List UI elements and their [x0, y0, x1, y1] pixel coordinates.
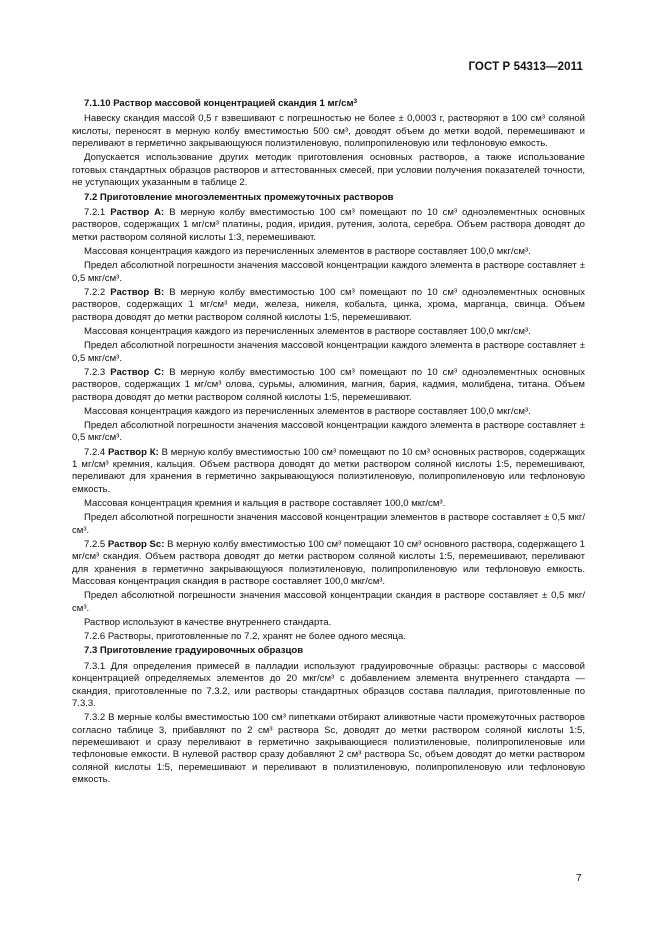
paragraph: 7.2.6 Растворы, приготовленные по 7.2, хранят не более одного месяца. — [84, 631, 406, 642]
paragraph: Предел абсолютной погрешности значения массовой концентрации каждого элемента в растворе составляет ± 0,5 мкг/см³. — [72, 260, 585, 284]
paragraph-solution-sc: 7.2.5 Раствор Sc: В мерную колбу вместимостью 100 см³ помещают 10 см³ основного раствора, содержащего 1 мг/см³ скандия. Объем раствора доводят до метки раствором соляной кислоты 1:5, перемешивают, переливают для хранения в герметично закрывающуюся полиэтиленовую, полипропиленовую или тефлоновую емкость. Массовая концентрация скандия в растворе составляет 100,0 мкг/см³. — [72, 538, 585, 587]
paragraph: Навеску скандия массой 0,5 г взвешивают с погрешностью не более ± 0,0003 г, растворяют в 100 см³ соляной кислоты, переносят в мерную колбу вместимостью 500 см³, доводят объем до метки водой, перемешивают и переливают в герметично закрывающуюся полиэтиленовую, полипропиленовую или тефлоновую емкость. — [72, 113, 585, 150]
paragraph: Предел абсолютной погрешности значения массовой концентрации каждого элемента в растворе составляет ± 0,5 мкг/см³. — [72, 419, 585, 444]
document-header: ГОСТ Р 54313—2011 — [468, 61, 583, 73]
paragraph: 7.3.2 В мерные колбы вместимостью 100 см³ пипетками отбирают аликвотные части промежуточных растворов согласно таблице 3, прибавляют по 2 см³ раствора Sc, доводят до метки раствором соляной кислоты 1:5, перемешивают и сразу переливают в герметично закрывающиеся полиэтиленовые, полипропиленовые или тефлоновые емкости. В нулевой раствор сразу добавляют 2 см³ раствора Sc, объем доводят до метки раствором соляной кислоты 1:5, перемешивают и переливают в полиэтиленовую, полипропиленовую или тефлоновую емкость. — [72, 712, 585, 786]
paragraph: Допускается использование других методик приготовления основных растворов, а также использование готовых стандартных образцов растворов и аттестованных смесей, при условии получения показателей точности, не уступающих указанным в таблице 2. — [72, 152, 585, 189]
paragraph-solution-k: 7.2.4 Раствор К: В мерную колбу вместимостью 100 см³ помещают по 10 см³ основных растворов, содержащих 1 мг/см³ кремния, кальция. Объем раствора доводят до метки раствором соляной кислоты 1:5, перемешивают, переливают для хранения в герметично закрывающуюся полиэтиленовую, полипропиленовую или тефлоновую емкость. — [72, 446, 586, 495]
paragraph: Предел абсолютной погрешности значения массовой концентрации каждого элемента в растворе составляет ± 0,5 мкг/см³. — [72, 340, 585, 364]
section-heading-7-1-10: 7.1.10 Раствор массовой концентрацией скандия 1 $мг/см^3$ — [84, 98, 358, 109]
paragraph: 7.3.1 Для определения примесей в палладии используют градуировочные образцы: растворы с массовой концентрацией определяемых элементов до 20 мкг/см³ с добавлением элемента внутреннего стандарта — скандия, приготовленные по 7.3.2, или растворы стандартных образцов состава палладия, приготовленные по 7.3.3. — [72, 660, 585, 710]
paragraph: Массовая концентрация кремния и кальция в растворе составляет 100,0 мкг/см³. — [84, 497, 446, 509]
paragraph: Массовая концентрация каждого из перечисленных элементов в растворе составляет 100,0 мкг/см³. — [84, 405, 531, 417]
paragraph-solution-b: 7.2.2 Раствор В: В мерную колбу вместимостью 100 см³ помещают по 10 см³ одноэлементных основных растворов, содержащих 1 мг/см³ меди, железа, никеля, кобальта, цинка, хрома, марганца, свинца. Объем раствора доводят до метки раствором соляной кислоты 1:5, перемешивают. — [72, 286, 585, 323]
section-heading-7-2: 7.2 Приготовление многоэлементных промежуточных растворов — [84, 191, 394, 203]
paragraph: Предел абсолютной погрешности значения массовой концентрации элементов в растворе составляет ± 0,5 мкг/см³. — [72, 512, 585, 536]
section-heading-7-3: 7.3 Приготовление градуировочных образцов — [84, 645, 304, 657]
paragraph-solution-c: 7.2.3 Раствор С: В мерную колбу вместимостью 100 см³ помещают по 10 см³ одноэлементных основных растворов, содержащих 1 мг/см³ олова, сурьмы, алюминия, магния, бария, кадмия, молибдена, титана. Объем раствора доводят до метки раствором соляной кислоты 1:5, перемешивают. — [72, 366, 585, 403]
paragraph: Предел абсолютной погрешности значения массовой концентрации скандия в растворе составляет ± 0,5 мкг/см³. — [72, 590, 585, 614]
page-number: 7 — [576, 873, 582, 884]
paragraph: Массовая концентрация каждого из перечисленных элементов в растворе составляет 100,0 мкг/см³. — [84, 246, 531, 258]
paragraph: Массовая концентрация каждого из перечисленных элементов в растворе составляет 100,0 мкг/см³. — [84, 325, 531, 337]
paragraph-solution-a: 7.2.1 Раствор А: В мерную колбу вместимостью 100 см³ помещают по 10 см³ одноэлементных основных растворов, содержащих 1 мг/см³ платины, родия, иридия, рутения, золота, серебра. Объем раствора доводят до метки раствором соляной кислоты 1:3, перемешивают. — [72, 207, 585, 243]
paragraph: Раствор используют в качестве внутреннего стандарта. — [84, 616, 332, 628]
document-body — [72, 96, 585, 788]
